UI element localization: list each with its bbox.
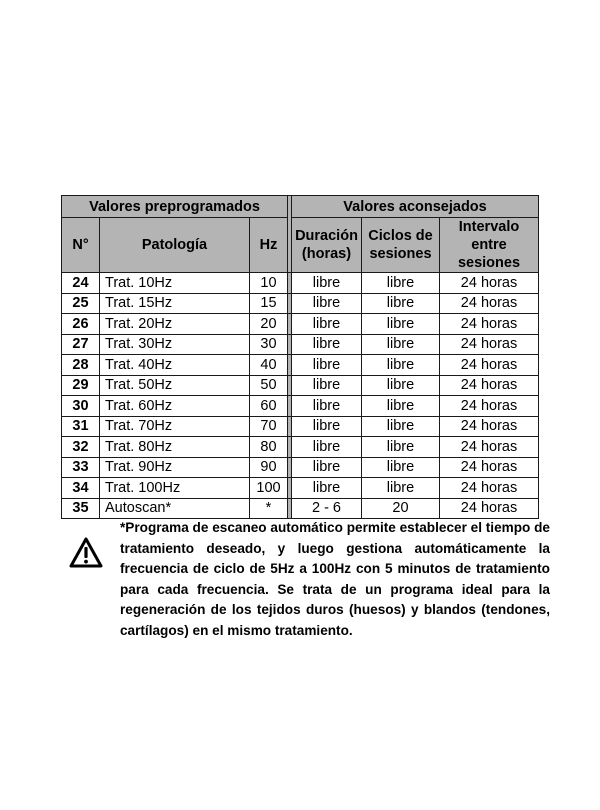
table-row: [62, 314, 539, 335]
cell-duration: libre: [292, 273, 362, 294]
cell-duration: libre: [292, 334, 362, 355]
autoscan-footnote: *Programa de escaneo automático permite establecer el tiempo de tratamiento deseado, y luego gestiona automáticamente la frecuencia de ciclo de 5Hz a 100Hz con 5 minutos de tratamiento para cada frecuencia. Se trata de un programa ideal para la regeneración de los tejidos duros (huesos) y blandos (tendones, cartílagos) en el mismo tratamiento.: [120, 520, 550, 638]
cell-session-cycles: libre: [362, 457, 440, 478]
warning-icon: [68, 536, 104, 570]
group-header-row: [62, 196, 539, 218]
cell-hz: 50: [250, 375, 288, 396]
cell-session-cycles: libre: [362, 375, 440, 396]
cell-duration: libre: [292, 396, 362, 417]
cell-pathology: Trat. 60Hz: [100, 396, 250, 417]
cell-hz: 60: [250, 396, 288, 417]
cell-hz: 70: [250, 416, 288, 437]
cell-session-cycles: libre: [362, 478, 440, 499]
cell-number: 34: [62, 478, 100, 499]
group-header-preprogrammed: Valores preprogramados: [62, 196, 288, 218]
table-row: [62, 437, 539, 458]
cell-session-interval: 24 horas: [440, 314, 539, 335]
cell-pathology: Trat. 20Hz: [100, 314, 250, 335]
cell-hz: 15: [250, 293, 288, 314]
cell-number: 28: [62, 355, 100, 376]
cell-duration: libre: [292, 457, 362, 478]
cell-hz: 20: [250, 314, 288, 335]
column-header-duration: Duración (horas): [292, 218, 362, 273]
cell-session-interval: 24 horas: [440, 457, 539, 478]
cell-session-cycles: libre: [362, 416, 440, 437]
cell-number: 30: [62, 396, 100, 417]
table-row: [62, 273, 539, 294]
cell-hz: 30: [250, 334, 288, 355]
cell-number: 32: [62, 437, 100, 458]
table-row: [62, 498, 539, 519]
table-row: [62, 355, 539, 376]
cell-number: 24: [62, 273, 100, 294]
cell-pathology: Trat. 15Hz: [100, 293, 250, 314]
cell-session-cycles: libre: [362, 334, 440, 355]
cell-session-interval: 24 horas: [440, 334, 539, 355]
cell-hz: 40: [250, 355, 288, 376]
column-header-hz: Hz: [250, 218, 288, 273]
cell-session-interval: 24 horas: [440, 355, 539, 376]
cell-session-interval: 24 horas: [440, 396, 539, 417]
cell-pathology: Trat. 40Hz: [100, 355, 250, 376]
programs-table-container: [61, 195, 539, 519]
cell-number: 29: [62, 375, 100, 396]
column-header-number: N°: [62, 218, 100, 273]
cell-pathology: Trat. 10Hz: [100, 273, 250, 294]
cell-session-interval: 24 horas: [440, 375, 539, 396]
cell-session-interval: 24 horas: [440, 293, 539, 314]
cell-session-cycles: libre: [362, 273, 440, 294]
cell-number: 25: [62, 293, 100, 314]
cell-pathology: Autoscan*: [100, 498, 250, 519]
cell-pathology: Trat. 70Hz: [100, 416, 250, 437]
cell-session-interval: 24 horas: [440, 478, 539, 499]
table-body: [62, 273, 539, 519]
cell-session-cycles: libre: [362, 355, 440, 376]
cell-number: 31: [62, 416, 100, 437]
cell-session-cycles: 20: [362, 498, 440, 519]
cell-pathology: Trat. 100Hz: [100, 478, 250, 499]
table-row: [62, 396, 539, 417]
table-row: [62, 334, 539, 355]
cell-pathology: Trat. 80Hz: [100, 437, 250, 458]
cell-duration: libre: [292, 355, 362, 376]
cell-pathology: Trat. 90Hz: [100, 457, 250, 478]
cell-duration: libre: [292, 314, 362, 335]
cell-hz: 100: [250, 478, 288, 499]
cell-duration: libre: [292, 478, 362, 499]
column-header-pathology: Patología: [100, 218, 250, 273]
cell-session-cycles: libre: [362, 437, 440, 458]
cell-duration: libre: [292, 375, 362, 396]
cell-duration: libre: [292, 416, 362, 437]
column-header-row: [62, 218, 539, 273]
cell-number: 27: [62, 334, 100, 355]
column-header-session-cycles: Ciclos de sesiones: [362, 218, 440, 273]
table-row: [62, 478, 539, 499]
cell-hz: 80: [250, 437, 288, 458]
cell-hz: 10: [250, 273, 288, 294]
cell-duration: libre: [292, 293, 362, 314]
table-row: [62, 375, 539, 396]
cell-pathology: Trat. 50Hz: [100, 375, 250, 396]
cell-session-interval: 24 horas: [440, 498, 539, 519]
cell-session-cycles: libre: [362, 314, 440, 335]
cell-hz: 90: [250, 457, 288, 478]
cell-pathology: Trat. 30Hz: [100, 334, 250, 355]
group-header-recommended: Valores aconsejados: [292, 196, 539, 218]
cell-session-interval: 24 horas: [440, 273, 539, 294]
cell-number: 35: [62, 498, 100, 519]
table-row: [62, 416, 539, 437]
cell-session-cycles: libre: [362, 293, 440, 314]
cell-hz: *: [250, 498, 288, 519]
cell-session-cycles: libre: [362, 396, 440, 417]
cell-duration: libre: [292, 437, 362, 458]
cell-session-interval: 24 horas: [440, 416, 539, 437]
table-row: [62, 457, 539, 478]
cell-number: 26: [62, 314, 100, 335]
programs-table: [61, 195, 539, 519]
table-row: [62, 293, 539, 314]
cell-session-interval: 24 horas: [440, 437, 539, 458]
column-header-session-interval: Intervalo entre sesiones: [440, 218, 539, 273]
cell-duration: 2 - 6: [292, 498, 362, 519]
cell-number: 33: [62, 457, 100, 478]
